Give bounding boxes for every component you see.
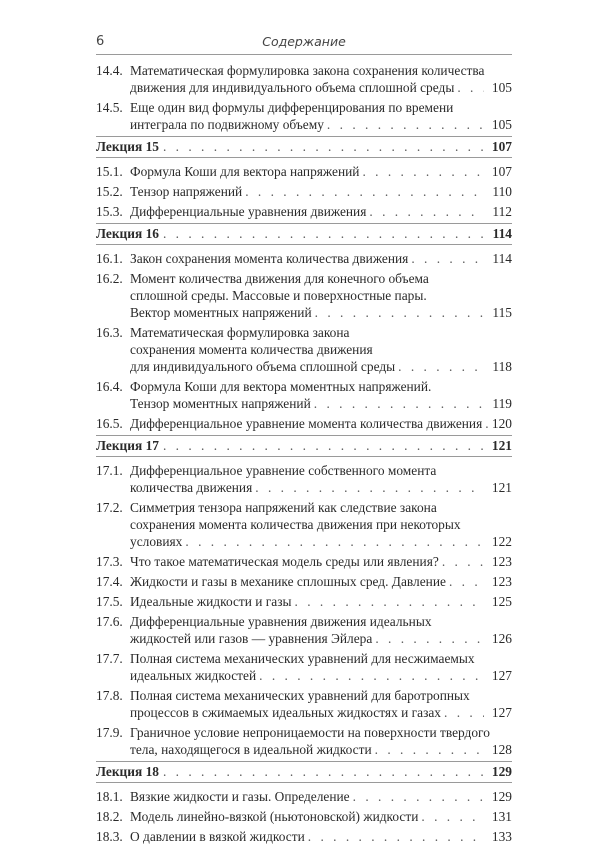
dot-leader — [398, 358, 484, 375]
toc-entry[interactable] — [96, 687, 512, 721]
toc-entry[interactable] — [96, 553, 512, 570]
table-of-contents — [96, 62, 512, 848]
toc-entry[interactable] — [96, 250, 512, 267]
section-title-line — [130, 415, 484, 432]
dot-leader — [314, 395, 484, 412]
section-title-text: Вектор моментных напряжений — [130, 305, 312, 320]
section-page-number: 120 — [491, 416, 512, 431]
section-title-text: Тензор моментных напряжений — [130, 396, 311, 411]
section-page-number: 115 — [492, 305, 512, 320]
section-title-text: процессов в сжимаемых идеальных жидкостях и газах — [130, 705, 441, 720]
section-title-line: сохранения момента количества движения — [130, 342, 373, 357]
section-number: 17.1. — [96, 463, 123, 478]
toc-entry[interactable] — [96, 724, 512, 758]
section-number: 18.2. — [96, 809, 123, 824]
dot-leader — [163, 763, 488, 780]
toc-entry[interactable] — [96, 650, 512, 684]
toc-entry[interactable] — [96, 788, 512, 805]
section-title-text: тела, находящегося в идеальной жидкости — [130, 742, 372, 757]
toc-entry[interactable] — [96, 378, 512, 412]
dot-leader — [163, 138, 488, 155]
section-title-text: Дифференциальное уравнение момента количества движения — [130, 416, 483, 431]
dot-leader — [353, 788, 484, 805]
lecture-heading[interactable] — [96, 761, 512, 783]
section-title-line: Дифференциальные уравнения движения идеальных — [130, 614, 432, 629]
section-page-number: 119 — [492, 396, 512, 411]
section-title-line — [130, 828, 484, 845]
dot-leader — [449, 573, 484, 590]
section-title-text: Формула Коши для вектора напряжений — [130, 164, 360, 179]
section-number: 17.6. — [96, 614, 123, 629]
section-title-text: О давлении в вязкой жидкости — [130, 829, 305, 844]
section-title-text: Жидкости и газы в механике сплошных сред. Давление — [130, 574, 446, 589]
page-number: 6 — [96, 34, 105, 49]
section-title-line: Момент количества движения для конечного объема — [130, 271, 429, 286]
toc-entry[interactable] — [96, 613, 512, 647]
section-title-text: жидкостей или газов — уравнения Эйлера — [130, 631, 373, 646]
toc-entry[interactable] — [96, 828, 512, 845]
section-title-line — [130, 667, 484, 684]
section-number: 17.3. — [96, 554, 123, 569]
section-page-number: 126 — [491, 631, 512, 646]
section-title-text: Вязкие жидкости и газы. Определение — [130, 789, 350, 804]
section-number: 17.5. — [96, 594, 123, 609]
section-page-number: 123 — [491, 574, 512, 589]
dot-leader — [442, 553, 484, 570]
lecture-heading[interactable] — [96, 223, 512, 245]
section-number: 14.5. — [96, 100, 123, 115]
section-title-text: количества движения — [130, 480, 253, 495]
toc-entry[interactable] — [96, 270, 512, 321]
lecture-page-number: 129 — [491, 764, 512, 779]
section-number: 17.7. — [96, 651, 123, 666]
section-number: 15.3. — [96, 204, 123, 219]
section-title-line: Симметрия тензора напряжений как следствие закона — [130, 500, 437, 515]
section-page-number: 133 — [491, 829, 512, 844]
section-title-line — [130, 116, 484, 133]
section-title-line — [130, 808, 484, 825]
section-number: 16.5. — [96, 416, 123, 431]
lecture-title: Лекция 15 — [96, 139, 159, 154]
section-title-line — [130, 593, 484, 610]
section-title-text: Тензор напряжений — [130, 184, 243, 199]
lecture-page-number: 121 — [491, 438, 512, 453]
toc-entry[interactable] — [96, 593, 512, 610]
dot-leader — [163, 437, 488, 454]
dot-leader — [444, 704, 484, 721]
dot-leader — [457, 79, 484, 96]
lecture-heading[interactable] — [96, 136, 512, 158]
toc-entry[interactable] — [96, 183, 512, 200]
section-title-line — [130, 203, 484, 220]
section-title-text: интеграла по подвижному объему — [130, 117, 324, 132]
section-title-line: Граничное условие непроницаемости на поверхности твердого — [130, 725, 490, 740]
toc-entry[interactable] — [96, 415, 512, 432]
running-title: Содержание — [262, 34, 346, 49]
lecture-title: Лекция 17 — [96, 438, 159, 453]
section-page-number: 131 — [491, 809, 512, 824]
toc-entry[interactable] — [96, 499, 512, 550]
section-title-line: сохранения момента количества движения при некоторых — [130, 517, 461, 532]
lecture-page-number: 114 — [492, 226, 512, 241]
section-title-text: условиях — [130, 534, 183, 549]
section-title-line — [130, 630, 484, 647]
section-number: 14.4. — [96, 63, 123, 78]
section-page-number: 127 — [491, 668, 512, 683]
toc-entry[interactable] — [96, 163, 512, 180]
section-page-number: 127 — [491, 705, 512, 720]
section-title-line: сплошной среды. Массовые и поверхностные пары. — [130, 288, 427, 303]
section-title-line — [130, 573, 484, 590]
section-number: 15.1. — [96, 164, 123, 179]
section-title-text: для индивидуального объема сплошной среды — [130, 359, 396, 374]
section-title-line — [130, 79, 484, 96]
section-title-line — [130, 533, 484, 550]
lecture-page-number: 107 — [491, 139, 512, 154]
section-page-number: 121 — [491, 480, 512, 495]
lecture-title: Лекция 16 — [96, 226, 159, 241]
toc-entry[interactable] — [96, 203, 512, 220]
section-number: 17.2. — [96, 500, 123, 515]
dot-leader — [259, 667, 484, 684]
section-page-number: 114 — [492, 251, 512, 266]
toc-entry[interactable] — [96, 99, 512, 133]
running-header — [96, 34, 512, 55]
dot-leader — [295, 593, 484, 610]
section-title-line — [130, 553, 484, 570]
section-title-line — [130, 183, 484, 200]
section-title-text: Дифференциальные уравнения движения — [130, 204, 367, 219]
section-number: 15.2. — [96, 184, 123, 199]
section-title-text: Что такое математическая модель среды или явления? — [130, 554, 439, 569]
section-number: 18.3. — [96, 829, 123, 844]
dot-leader — [411, 250, 484, 267]
section-title-text: движения для индивидуального объема сплошной среды — [130, 80, 455, 95]
dot-leader — [375, 630, 484, 647]
toc-entry[interactable] — [96, 808, 512, 825]
section-number: 17.4. — [96, 574, 123, 589]
section-title-line — [130, 163, 484, 180]
dot-leader — [421, 808, 484, 825]
toc-entry[interactable] — [96, 573, 512, 590]
dot-leader — [362, 163, 484, 180]
section-title-text: Идеальные жидкости и газы — [130, 594, 292, 609]
section-title-line — [130, 704, 484, 721]
section-page-number: 128 — [491, 742, 512, 757]
section-title-line — [130, 395, 484, 412]
section-title-line: Полная система механических уравнений для баротропных — [130, 688, 470, 703]
section-title-text: Модель линейно-вязкой (ньютоновской) жидкости — [130, 809, 419, 824]
section-title-line: Формула Коши для вектора моментных напряжений. — [130, 379, 432, 394]
section-number: 17.8. — [96, 688, 123, 703]
dot-leader — [485, 415, 489, 432]
dot-leader — [308, 828, 484, 845]
section-page-number: 123 — [491, 554, 512, 569]
section-page-number: 118 — [492, 359, 512, 374]
section-page-number: 107 — [491, 164, 512, 179]
section-title-line — [130, 304, 484, 321]
section-title-line — [130, 250, 484, 267]
dot-leader — [163, 225, 489, 242]
section-title-line: Еще один вид формулы дифференцирования по времени — [130, 100, 454, 115]
section-number: 16.1. — [96, 251, 123, 266]
section-title-line: Математическая формулировка закона сохранения количества — [130, 63, 485, 78]
section-title-text: Закон сохранения момента количества движения — [130, 251, 409, 266]
section-page-number: 110 — [492, 184, 512, 199]
section-number: 17.9. — [96, 725, 123, 740]
section-title-line — [130, 358, 484, 375]
section-title-line — [130, 479, 484, 496]
section-number: 16.3. — [96, 325, 123, 340]
lecture-heading[interactable] — [96, 435, 512, 457]
section-page-number: 105 — [491, 80, 512, 95]
section-title-line — [130, 788, 484, 805]
lecture-title: Лекция 18 — [96, 764, 159, 779]
dot-leader — [245, 183, 484, 200]
dot-leader — [255, 479, 484, 496]
section-title-line: Полная система механических уравнений для несжимаемых — [130, 651, 475, 666]
section-page-number: 122 — [491, 534, 512, 549]
toc-entry[interactable] — [96, 324, 512, 375]
toc-entry[interactable] — [96, 62, 512, 96]
toc-entry[interactable] — [96, 462, 512, 496]
section-number: 16.2. — [96, 271, 123, 286]
section-page-number: 112 — [492, 204, 512, 219]
section-number: 16.4. — [96, 379, 123, 394]
dot-leader — [327, 116, 484, 133]
section-title-line: Математическая формулировка закона — [130, 325, 350, 340]
dot-leader — [369, 203, 484, 220]
section-number: 18.1. — [96, 789, 123, 804]
section-title-line: Дифференциальное уравнение собственного момента — [130, 463, 437, 478]
section-page-number: 129 — [491, 789, 512, 804]
section-page-number: 125 — [491, 594, 512, 609]
section-page-number: 105 — [491, 117, 512, 132]
section-title-text: идеальных жидкостей — [130, 668, 257, 683]
dot-leader — [315, 304, 484, 321]
dot-leader — [185, 533, 484, 550]
